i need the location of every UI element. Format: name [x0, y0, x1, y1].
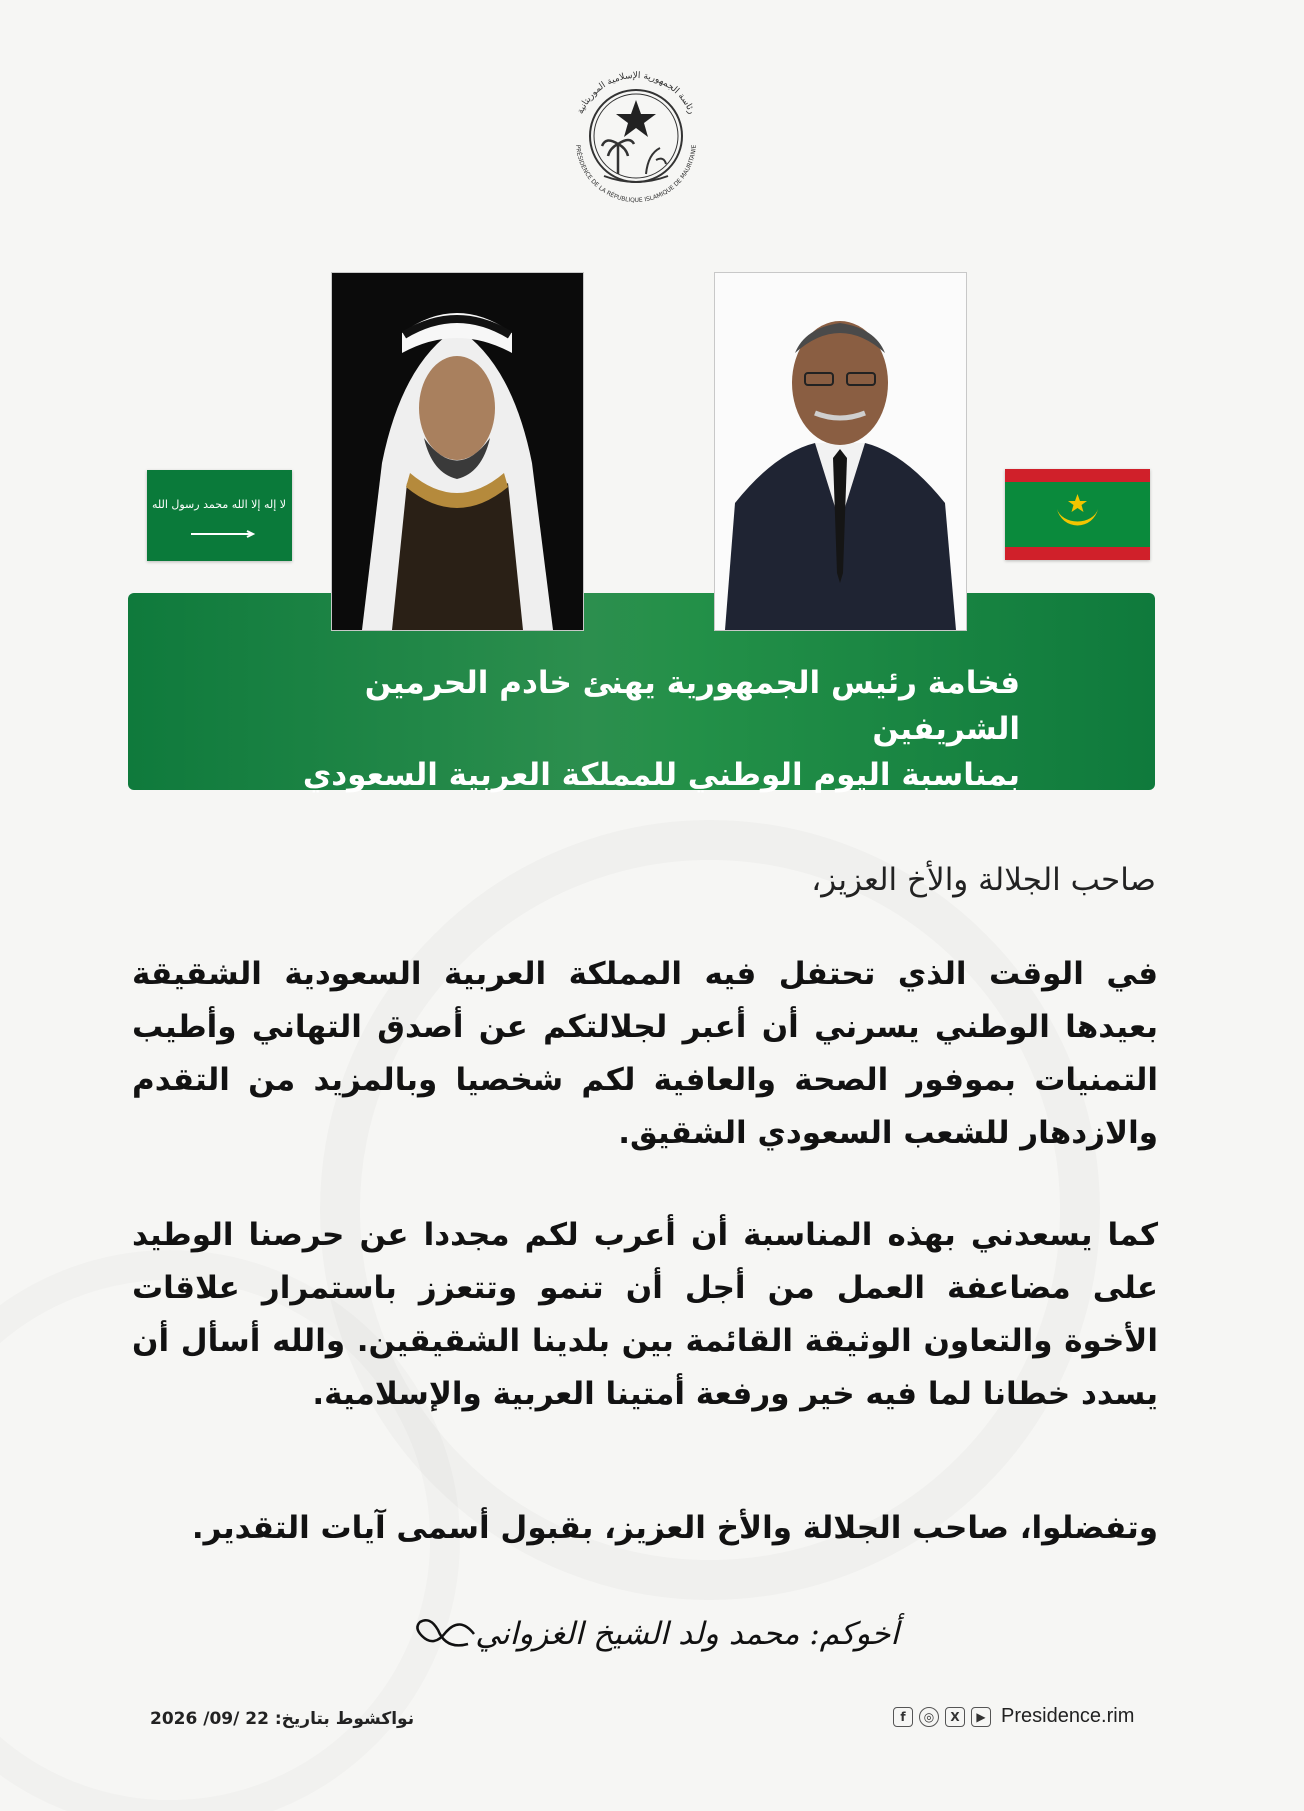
letter-paragraph-2: كما يسعدني بهذه المناسبة أن أعرب لكم مجددا عن حرصنا الوطيد على مضاعفة العمل من أجل أن تنمو وتتعزز باستمرار علاقات الأخوة والتعاون الوثيقة القائمة بين بلدينا الشقيقين. والله أسأل أن يسدد خطانا لما فيه خير ورفعة أمتينا العربية والإسلامية. [132, 1217, 1158, 1412]
footer-date: نواكشوط بتاريخ: 22 /09/ 2026 [150, 1709, 415, 1729]
letter-paragraph-1: في الوقت الذي تحتفل فيه المملكة العربية السعودية الشقيقة بعيدها الوطني يسرني أن أعبر لجلالتكم عن أصدق التهاني وأطيب التمنيات بموفور الصحة والعافية لكم شخصيا وبالمزيد من التقدم والازدهار للشعب السعودي الشقيق. [132, 956, 1158, 1151]
headline-title [230, 660, 1020, 798]
saudi-flag [147, 470, 292, 561]
globe-icon[interactable]: ◎ [919, 1707, 939, 1727]
letter-closing: وتفضلوا، صاحب الجلالة والأخ العزيز، بقبول أسمى آيات التقدير. [191, 1510, 1158, 1546]
footer-social-links [893, 1705, 1134, 1728]
presidency-emblem [556, 56, 716, 216]
facebook-icon[interactable]: f [893, 1707, 913, 1727]
king-portrait-photo [331, 272, 584, 631]
salutation: صاحب الجلالة والأخ العزيز، [811, 862, 1156, 898]
president-portrait-photo [714, 272, 967, 631]
signature-flourish-icon [410, 1614, 480, 1658]
headline-line-1: فخامة رئيس الجمهورية يهنئ خادم الحرمين الشريفين [364, 665, 1020, 747]
website-link[interactable]: Presidence.rim [1001, 1705, 1135, 1727]
youtube-icon[interactable]: ▶ [971, 1707, 991, 1727]
x-icon[interactable]: X [945, 1707, 965, 1727]
emblem-arabic-text: رئاسة الجمهورية الإسلامية الموريتانية [575, 70, 697, 116]
mauritania-flag [1005, 469, 1150, 560]
emblem-french-text: PRÉSIDENCE DE LA RÉPUBLIQUE ISLAMIQUE DE MAURITANIE [574, 144, 698, 205]
headline-line-2: بمناسبة اليوم الوطني للمملكة العربية السعودي [302, 757, 1020, 793]
saudi-flag-shahada: لا إله إلا الله محمد رسول الله [151, 498, 287, 511]
signature: أخوكم: محمد ولد الشيخ الغزواني [475, 1616, 899, 1652]
